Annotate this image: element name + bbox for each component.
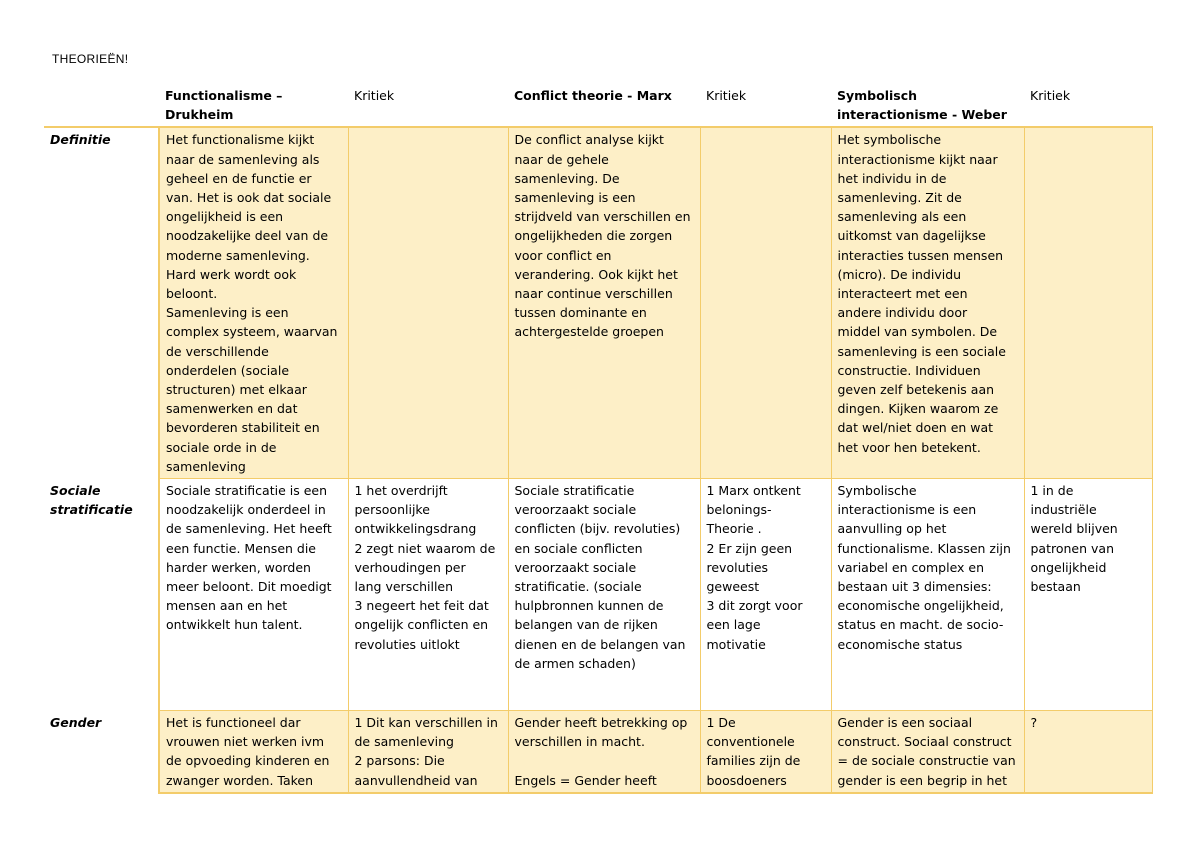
cell-definitie-kritiek-2 (700, 127, 831, 478)
table-row-gender (44, 711, 1152, 793)
cell-definitie-functionalisme: Het functionalisme kijkt naar de samenleving als geheel en de functie er van. Het is ook dat sociale ongelijkheid is een noodzakelijke deel van de moderne samenleving. Hard werk wordt ook beloont. Samenleving is een complex systeem, waarvan de verschillende onderdelen (sociale structuren) met elkaar samenwerken en dat bevorderen stabiliteit en sociale orde in de samenleving (159, 127, 348, 478)
theory-table (44, 84, 1153, 794)
cell-gender-kritiek-3: ? (1024, 711, 1152, 793)
cell-stratificatie-conflict: Sociale stratificatie veroorzaakt sociale conflicten (bijv. revoluties) en sociale conflicten veroorzaakt sociale stratificatie. (sociale hulpbronnen kunnen de belangen van de rijken dienen en de belangen van de armen schaden) (508, 479, 700, 711)
cell-stratificatie-kritiek-1: 1 het overdrijft persoonlijke ontwikkelingsdrang 2 zegt niet waarom de verhoudingen per lang verschillen 3 negeert het feit dat ongelijk conflicten en revoluties uitlokt (348, 479, 508, 711)
header-functionalisme: Functionalisme – Drukheim (159, 84, 348, 127)
header-kritiek-3: Kritiek (1024, 84, 1152, 127)
page-title: THEORIEËN! (52, 52, 129, 66)
cell-definitie-kritiek-1 (348, 127, 508, 478)
row-label-gender: Gender (44, 711, 159, 793)
row-label-sociale-stratificatie: Sociale stratificatie (44, 479, 159, 711)
cell-stratificatie-functionalisme: Sociale stratificatie is een noodzakelijk onderdeel in de samenleving. Het heeft een functie. Mensen die harder werken, worden meer beloont. Dit moedigt mensen aan en het ontwikkelt hun talent. (159, 479, 348, 711)
table-row-sociale-stratificatie (44, 479, 1152, 711)
header-conflict-theorie: Conflict theorie - Marx (508, 84, 700, 127)
header-kritiek-2: Kritiek (700, 84, 831, 127)
cell-stratificatie-kritiek-2: 1 Marx ontkent belonings- Theorie . 2 Er zijn geen revoluties geweest 3 dit zorgt voor een lage motivatie (700, 479, 831, 711)
cell-definitie-symbolisch: Het symbolische interactionisme kijkt naar het individu in de samenleving. Zit de samenleving als een uitkomst van dagelijkse interacties tussen mensen (micro). De individu interacteert met een andere individu door middel van symbolen. De samenleving is een sociale constructie. Individuen geven zelf betekenis aan dingen. Kijken waarom ze dat wel/niet doen en wat het voor hen betekent. (831, 127, 1024, 478)
cell-gender-conflict: Gender heeft betrekking op verschillen in macht. Engels = Gender heeft (508, 711, 700, 793)
cell-definitie-conflict: De conflict analyse kijkt naar de gehele samenleving. De samenleving is een strijdveld van verschillen en ongelijkheden die zorgen voor conflict en verandering. Ook kijkt het naar continue verschillen tussen dominante en achtergestelde groepen (508, 127, 700, 478)
cell-stratificatie-kritiek-3: 1 in de industriële wereld blijven patronen van ongelijkheid bestaan (1024, 479, 1152, 711)
table-row-definitie (44, 127, 1152, 478)
cell-gender-kritiek-1: 1 Dit kan verschillen in de samenleving 2 parsons: Die aanvullendheid van (348, 711, 508, 793)
cell-gender-functionalisme: Het is functioneel dar vrouwen niet werken ivm de opvoeding kinderen en zwanger worden. Taken (159, 711, 348, 793)
header-kritiek-1: Kritiek (348, 84, 508, 127)
cell-stratificatie-symbolisch: Symbolische interactionisme is een aanvulling op het functionalisme. Klassen zijn variabel en complex en bestaan uit 3 dimensies: economische ongelijkheid, status en macht. de socio- economische status (831, 479, 1024, 711)
row-label-definitie: Definitie (44, 127, 159, 478)
cell-gender-kritiek-2: 1 De conventionele families zijn de boosdoeners (700, 711, 831, 793)
header-row (44, 84, 1152, 127)
header-empty (44, 84, 159, 127)
cell-gender-symbolisch: Gender is een sociaal construct. Sociaal construct = de sociale constructie van gender is een begrip in het (831, 711, 1024, 793)
header-symbolisch-interactionisme: Symbolisch interactionisme - Weber (831, 84, 1024, 127)
cell-definitie-kritiek-3 (1024, 127, 1152, 478)
